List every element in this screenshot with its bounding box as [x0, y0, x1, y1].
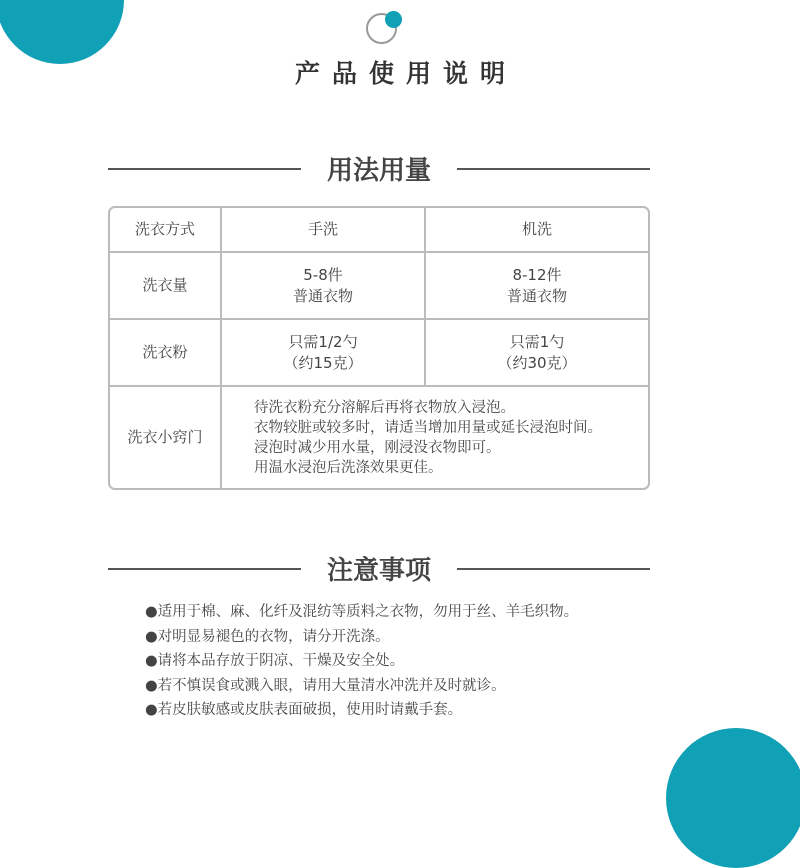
table-row — [110, 253, 648, 320]
list-item: ●若皮肤敏感或皮肤表面破损，使用时请戴手套。 — [145, 702, 463, 718]
dot-logo-icon — [385, 11, 402, 28]
row-label: 洗衣量 — [110, 253, 222, 320]
row-label: 洗衣小窍门 — [110, 387, 222, 488]
hand-cell — [222, 253, 426, 320]
header-cell: 机洗 — [426, 208, 648, 253]
table-header-row — [110, 208, 648, 253]
decorative-circle-bottom-right — [666, 728, 800, 868]
cell-line: 普通衣物 — [292, 286, 353, 305]
machine-cell — [426, 253, 648, 320]
tips-cell — [222, 387, 648, 488]
hand-cell — [222, 320, 426, 387]
tip-line: 用温水浸泡后洗涤效果更佳。 — [254, 459, 443, 476]
machine-cell — [426, 320, 648, 387]
header-cell: 洗衣方式 — [110, 208, 222, 253]
header-cell: 手洗 — [222, 208, 426, 253]
usage-heading: 用法用量 — [327, 156, 432, 186]
notes-list — [145, 600, 578, 723]
tip-line: 待洗衣粉充分溶解后再将衣物放入浸泡。 — [254, 399, 515, 416]
tip-line: 衣物较脏或较多时，请适当增加用量或延长浸泡时间。 — [254, 419, 602, 436]
table-row — [110, 320, 648, 387]
cell-line: 只需1/2勺 — [288, 332, 358, 351]
usage-section-header — [108, 150, 650, 187]
list-item: ●请将本品存放于阴凉、干燥及安全处。 — [145, 653, 405, 669]
cell-line: 8-12件 — [512, 265, 562, 284]
row-label: 洗衣粉 — [110, 320, 222, 387]
notes-heading: 注意事项 — [327, 556, 432, 586]
cell-line: 5-8件 — [303, 265, 343, 284]
page-title: 产品使用说明 — [294, 59, 517, 88]
usage-table — [108, 206, 650, 490]
notes-section-header — [108, 550, 650, 587]
tip-line: 浸泡时减少用水量，刚浸没衣物即可。 — [254, 439, 501, 456]
cell-line: 普通衣物 — [506, 286, 567, 305]
divider — [457, 168, 650, 170]
divider — [108, 168, 301, 170]
list-item: ●适用于棉、麻、化纤及混纺等质料之衣物，勿用于丝、羊毛织物。 — [145, 604, 579, 620]
list-item: ●对明显易褪色的衣物，请分开洗涤。 — [145, 628, 390, 645]
cell-line: 只需1勺 — [509, 332, 565, 351]
divider — [457, 568, 650, 570]
divider — [108, 568, 301, 570]
cell-line: （约30克） — [497, 353, 577, 372]
list-item: ●若不慎误食或溅入眼，请用大量清水冲洗并及时就诊。 — [145, 677, 506, 694]
cell-line: （约15克） — [283, 353, 363, 372]
table-row — [110, 387, 648, 488]
